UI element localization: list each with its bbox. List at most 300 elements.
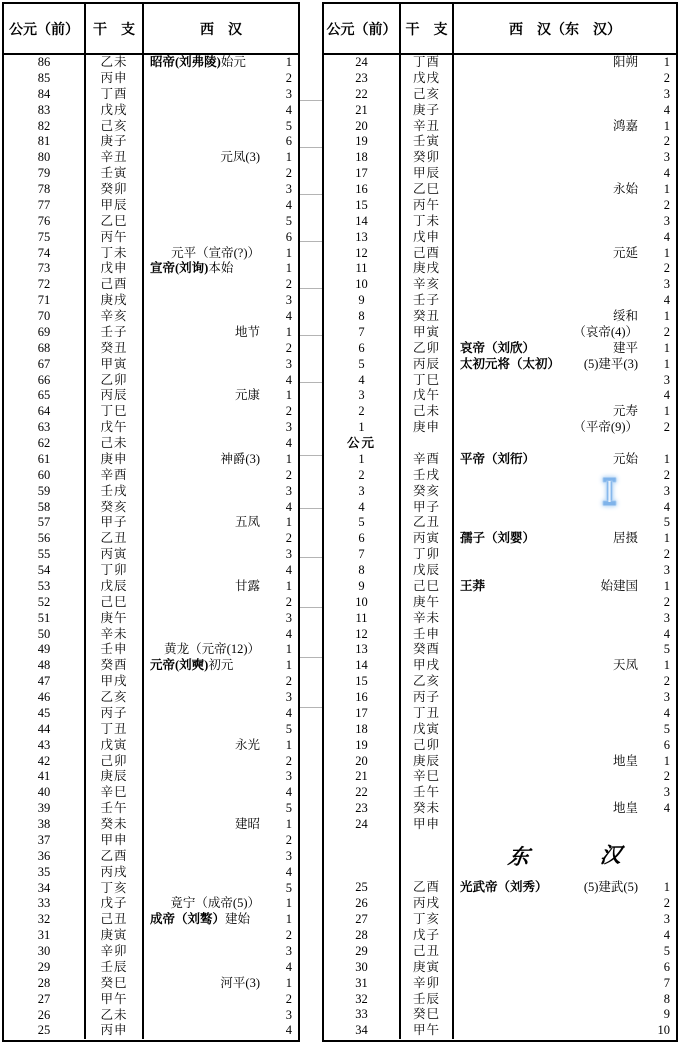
year-cell: 24	[324, 55, 401, 71]
era-year-number: 4	[285, 372, 292, 387]
era-cell	[144, 531, 298, 547]
year-cell: 80	[4, 150, 86, 166]
year-cell: 30	[324, 960, 401, 976]
era-year-number: 4	[663, 499, 670, 514]
year-cell: 22	[324, 785, 401, 801]
ganzhi-cell: 甲寅	[86, 357, 144, 373]
year-cell: 26	[324, 896, 401, 912]
link-line	[300, 335, 322, 336]
era-year-number: 4	[663, 102, 670, 117]
right-table-body[interactable]	[324, 55, 676, 1039]
era-year-number: 1	[663, 245, 670, 260]
era-year-number: 4	[285, 959, 292, 974]
era-year-number: 2	[285, 277, 292, 292]
ganzhi-cell: 壬辰	[86, 960, 144, 976]
era-year-number: 2	[285, 404, 292, 419]
era-year-number: 4	[285, 436, 292, 450]
era-cell	[144, 674, 298, 690]
table-row	[324, 611, 676, 627]
era-year-number: 4	[663, 166, 670, 181]
ganzhi-cell: 癸卯	[401, 150, 454, 166]
era-cell	[454, 484, 676, 500]
year-cell: 44	[4, 722, 86, 738]
ganzhi-cell: 己巳	[401, 579, 454, 595]
ganzhi-cell: 壬子	[401, 293, 454, 309]
era-year-number: 1	[663, 182, 670, 196]
era-cell	[144, 896, 298, 912]
emperor-name: 成帝（刘骜）	[150, 912, 226, 927]
table-row	[4, 500, 298, 516]
era-cell	[144, 55, 298, 71]
ganzhi-cell: 甲辰	[86, 198, 144, 214]
year-cell: 55	[4, 547, 86, 563]
era-cell	[144, 642, 298, 658]
year-cell: 16	[324, 690, 401, 706]
ganzhi-cell: 癸丑	[86, 341, 144, 357]
era-cell	[454, 388, 676, 404]
year-cell: 63	[4, 420, 86, 436]
year-cell: 50	[4, 627, 86, 643]
era-cell	[454, 801, 676, 817]
era-cell	[144, 166, 298, 182]
era-name: 绥和	[612, 309, 638, 323]
era-year-number: 3	[285, 1007, 292, 1022]
table-row	[324, 706, 676, 722]
emperor-name: 太初元将（太初）	[460, 356, 561, 371]
era-year-number: 2	[663, 324, 670, 339]
table-row	[4, 960, 298, 976]
table-row	[324, 1023, 676, 1039]
ganzhi-cell: 乙卯	[401, 341, 454, 357]
era-cell	[144, 198, 298, 214]
era-cell	[144, 277, 298, 293]
era-cell	[144, 960, 298, 976]
era-cell	[454, 373, 676, 389]
year-cell: 56	[4, 531, 86, 547]
table-row	[4, 484, 298, 500]
era-name: 竟宁（成帝(5)）	[170, 896, 260, 911]
year-cell: 52	[4, 595, 86, 611]
era-year-number: 4	[285, 785, 292, 800]
era-cell	[454, 992, 676, 1008]
table-row	[4, 738, 298, 754]
ganzhi-cell: 己酉	[86, 277, 144, 293]
ganzhi-cell: 甲午	[401, 1023, 454, 1039]
era-year-number: 8	[663, 991, 670, 1006]
link-line	[300, 382, 322, 383]
ganzhi-cell: 丙子	[86, 706, 144, 722]
table-row	[324, 230, 676, 246]
ganzhi-cell: 壬寅	[401, 134, 454, 150]
year-cell: 37	[4, 833, 86, 849]
year-cell: 6	[324, 531, 401, 547]
table-row	[324, 246, 676, 262]
era-name: (5)建平(3)	[583, 356, 638, 371]
year-cell: 9	[324, 579, 401, 595]
era-cell	[454, 896, 676, 912]
era-cell	[144, 484, 298, 500]
left-table-body[interactable]	[4, 55, 298, 1039]
ganzhi-cell: 辛巳	[86, 785, 144, 801]
table-row	[4, 230, 298, 246]
table-row	[4, 944, 298, 960]
era-name: 河平(3)	[220, 975, 260, 990]
ganzhi-cell: 丁丑	[86, 722, 144, 738]
era-year-number: 4	[285, 1023, 292, 1038]
year-cell: 22	[324, 87, 401, 103]
era-year-number: 2	[663, 70, 670, 85]
era-year-number: 3	[663, 690, 670, 704]
era-cell	[454, 738, 676, 754]
table-row	[4, 531, 298, 547]
table-row	[324, 103, 676, 119]
year-cell: 51	[4, 611, 86, 627]
year-cell: 61	[4, 452, 86, 468]
table-row	[4, 388, 298, 404]
ganzhi-cell: 庚子	[86, 134, 144, 150]
table-row	[324, 817, 676, 833]
year-cell: 83	[4, 103, 86, 119]
ganzhi-cell: 丙戌	[86, 865, 144, 881]
year-cell: 77	[4, 198, 86, 214]
left-header-year-bce: 公元（前）	[4, 4, 86, 53]
era-year-number: 5	[285, 118, 292, 133]
year-cell: 12	[324, 627, 401, 643]
era-year-number: 2	[285, 753, 292, 768]
era-cell	[144, 452, 298, 468]
ganzhi-cell: 庚寅	[401, 960, 454, 976]
table-row	[4, 595, 298, 611]
table-row	[4, 357, 298, 373]
table-row	[4, 182, 298, 198]
era-name: 建平	[612, 340, 638, 355]
era-year-number: 3	[285, 769, 292, 784]
era-cell	[454, 357, 676, 373]
ganzhi-cell: 庚午	[86, 611, 144, 627]
ganzhi-cell: 乙酉	[401, 880, 454, 896]
ganzhi-cell: 壬申	[401, 627, 454, 643]
era-year-number: 3	[285, 86, 292, 101]
ganzhi-cell: 壬申	[86, 642, 144, 658]
era-cell	[454, 293, 676, 309]
ganzhi-cell: 庚申	[401, 420, 454, 436]
year-cell: 45	[4, 706, 86, 722]
era-year-number: 2	[663, 134, 670, 149]
year-cell: 1	[324, 420, 401, 436]
ganzhi-cell: 庚午	[401, 595, 454, 611]
era-name: 天凤	[612, 658, 638, 673]
table-row	[4, 611, 298, 627]
era-year-number: 3	[285, 420, 292, 435]
table-row	[324, 452, 676, 468]
era-year-number: 3	[663, 372, 670, 387]
year-cell: 86	[4, 55, 86, 71]
era-cell	[454, 515, 676, 531]
left-header-western-han: 西 汉	[200, 22, 242, 38]
era-year-number: 2	[663, 261, 670, 276]
era-cell	[144, 246, 298, 262]
ganzhi-cell	[401, 833, 454, 881]
era-year-number: 2	[285, 70, 292, 85]
year-cell: 70	[4, 309, 86, 325]
era-year-number: 1	[663, 309, 670, 323]
era-year-number: 10	[657, 1023, 670, 1038]
ganzhi-cell: 乙酉	[86, 849, 144, 865]
era-year-number: 5	[663, 642, 670, 657]
link-line	[300, 508, 322, 509]
era-cell	[454, 817, 676, 833]
ganzhi-cell: 戊戌	[86, 103, 144, 119]
era-cell	[144, 658, 298, 674]
ganzhi-cell: 壬戌	[86, 484, 144, 500]
ganzhi-cell: 乙亥	[401, 674, 454, 690]
table-row	[324, 404, 676, 420]
era-cell	[144, 87, 298, 103]
table-row	[4, 87, 298, 103]
table-row	[4, 785, 298, 801]
ganzhi-cell: 丙午	[86, 230, 144, 246]
year-cell: 24	[324, 817, 401, 833]
era-cell	[144, 690, 298, 706]
table-row	[324, 87, 676, 103]
era-year-number: 5	[285, 721, 292, 736]
ganzhi-cell: 壬辰	[401, 992, 454, 1008]
era-year-number: 4	[663, 705, 670, 720]
era-cell	[144, 738, 298, 754]
table-row	[324, 500, 676, 516]
ganzhi-cell: 戊寅	[401, 722, 454, 738]
year-cell: 21	[324, 103, 401, 119]
year-cell: 79	[4, 166, 86, 182]
era-cell	[144, 261, 298, 277]
era-year-number: 1	[285, 388, 292, 403]
era-cell	[454, 198, 676, 214]
table-row	[4, 976, 298, 992]
table-row	[324, 690, 676, 706]
ganzhi-cell: 丙寅	[401, 531, 454, 547]
ganzhi-cell: 丙申	[86, 71, 144, 87]
era-cell	[144, 547, 298, 563]
era-year-number: 3	[285, 610, 292, 625]
era-cell	[454, 436, 676, 452]
table-row	[324, 627, 676, 643]
era-year-number: 2	[285, 531, 292, 546]
table-row	[4, 515, 298, 531]
era-name: 始建国	[600, 578, 638, 593]
era-cell	[454, 71, 676, 87]
era-cell	[454, 611, 676, 627]
year-cell: 69	[4, 325, 86, 341]
ganzhi-cell: 丁酉	[86, 87, 144, 103]
ganzhi-cell: 己未	[86, 436, 144, 452]
year-cell: 21	[324, 769, 401, 785]
table-row	[4, 261, 298, 277]
era-cell	[454, 754, 676, 770]
era-year-number: 1	[285, 150, 292, 165]
ganzhi-cell: 丙辰	[86, 388, 144, 404]
era-cell	[454, 420, 676, 436]
era-year-number: 1	[285, 817, 292, 831]
era-year-number: 5	[663, 943, 670, 958]
era-cell	[144, 754, 298, 770]
era-year-number: 4	[663, 626, 670, 641]
year-cell: 30	[4, 944, 86, 960]
era-year-number: 9	[663, 1007, 670, 1022]
era-cell	[144, 468, 298, 484]
year-cell: 2	[324, 468, 401, 484]
ganzhi-cell: 乙丑	[401, 515, 454, 531]
era-cell	[144, 1008, 298, 1024]
era-year-number: 1	[663, 451, 670, 466]
year-cell: 13	[324, 642, 401, 658]
era-year-number: 4	[285, 705, 292, 720]
era-year-number: 1	[285, 975, 292, 990]
era-cell	[454, 134, 676, 150]
era-year-number: 2	[663, 467, 670, 482]
year-cell: 81	[4, 134, 86, 150]
table-row	[4, 246, 298, 262]
era-year-number: 2	[663, 420, 670, 435]
era-year-number: 1	[285, 245, 292, 260]
year-cell: 20	[324, 119, 401, 135]
table-row	[324, 1007, 676, 1023]
era-year-number: 3	[663, 483, 670, 498]
year-cell: 10	[324, 595, 401, 611]
ganzhi-cell: 癸卯	[86, 182, 144, 198]
table-row	[4, 769, 298, 785]
table-row	[324, 341, 676, 357]
year-cell: 13	[324, 230, 401, 246]
ganzhi-cell: 癸亥	[86, 500, 144, 516]
ganzhi-cell: 己酉	[401, 246, 454, 262]
table-row	[324, 484, 676, 500]
year-cell: 18	[324, 722, 401, 738]
row-link-lines	[300, 0, 322, 1044]
era-year-number: 3	[285, 547, 292, 562]
table-row	[324, 674, 676, 690]
table-row	[4, 896, 298, 912]
table-row	[324, 738, 676, 754]
era-year-number: 4	[663, 801, 670, 816]
emperor-name: 王莽	[460, 578, 486, 593]
era-cell	[454, 579, 676, 595]
era-cell	[454, 182, 676, 198]
table-row	[4, 404, 298, 420]
right-header-ganzhi: 干 支	[401, 4, 454, 53]
era-cell	[144, 769, 298, 785]
table-row	[4, 134, 298, 150]
table-row	[324, 579, 676, 595]
ganzhi-cell: 丙寅	[86, 547, 144, 563]
ganzhi-cell: 戊子	[401, 928, 454, 944]
year-cell: 41	[4, 769, 86, 785]
table-row	[4, 801, 298, 817]
table-row	[324, 976, 676, 992]
era-cell	[454, 103, 676, 119]
ganzhi-cell: 辛卯	[86, 944, 144, 960]
table-row	[324, 547, 676, 563]
era-year-number: 1	[663, 531, 670, 546]
era-year-number: 6	[663, 737, 670, 752]
ganzhi-cell: 乙未	[86, 55, 144, 71]
era-cell	[144, 293, 298, 309]
era-year-number: 1	[663, 356, 670, 371]
ganzhi-cell: 辛未	[86, 627, 144, 643]
era-year-number: 2	[285, 467, 292, 482]
era-cell	[454, 452, 676, 468]
era-cell	[144, 1023, 298, 1039]
era-cell	[144, 928, 298, 944]
era-year-number: 6	[663, 959, 670, 974]
year-cell: 65	[4, 388, 86, 404]
table-row	[324, 309, 676, 325]
era-year-number: 3	[285, 182, 292, 196]
table-row	[324, 468, 676, 484]
year-cell: 73	[4, 261, 86, 277]
table-row	[324, 373, 676, 389]
table-row	[324, 214, 676, 230]
table-row	[324, 754, 676, 770]
ganzhi-cell: 甲寅	[401, 325, 454, 341]
year-cell: 31	[4, 928, 86, 944]
left-header-ganzhi: 干 支	[86, 4, 144, 53]
era-cell	[144, 627, 298, 643]
ganzhi-cell: 癸丑	[401, 309, 454, 325]
table-row	[324, 928, 676, 944]
right-header-year-bce: 公元（前）	[324, 4, 401, 53]
emperor-name: 宣帝(刘询)	[150, 261, 209, 276]
year-cell: 57	[4, 515, 86, 531]
table-row	[324, 896, 676, 912]
era-year-number: 1	[663, 404, 670, 419]
ganzhi-cell: 戊辰	[401, 563, 454, 579]
era-year-number: 2	[663, 674, 670, 689]
era-year-number: 1	[285, 578, 292, 593]
ganzhi-cell: 辛酉	[86, 468, 144, 484]
ganzhi-cell: 丙戌	[401, 896, 454, 912]
year-cell: 75	[4, 230, 86, 246]
era-cell	[454, 769, 676, 785]
era-cell	[454, 55, 676, 71]
era-cell	[144, 785, 298, 801]
ganzhi-cell: 辛巳	[401, 769, 454, 785]
era-name: 地皇	[612, 753, 638, 768]
link-line	[300, 194, 322, 195]
table-row	[4, 928, 298, 944]
era-year-number	[648, 817, 670, 833]
era-year-number: 2	[285, 340, 292, 355]
era-name: 本始	[208, 261, 234, 276]
year-cell: 28	[4, 976, 86, 992]
era-cell	[144, 103, 298, 119]
table-row	[4, 992, 298, 1008]
ganzhi-cell: 己卯	[401, 738, 454, 754]
era-name: 地皇	[612, 801, 638, 816]
ganzhi-cell: 甲申	[86, 833, 144, 849]
era-year-number: 2	[285, 674, 292, 689]
emperor-name: 元帝(刘奭)	[150, 658, 209, 673]
era-year-number: 1	[285, 642, 292, 657]
year-cell: 34	[324, 1023, 401, 1039]
year-cell: 64	[4, 404, 86, 420]
era-cell	[454, 674, 676, 690]
year-cell	[324, 833, 401, 881]
ganzhi-cell: 己丑	[401, 944, 454, 960]
year-cell: 82	[4, 119, 86, 135]
year-cell: 84	[4, 87, 86, 103]
year-cell: 36	[4, 849, 86, 865]
table-row	[4, 674, 298, 690]
